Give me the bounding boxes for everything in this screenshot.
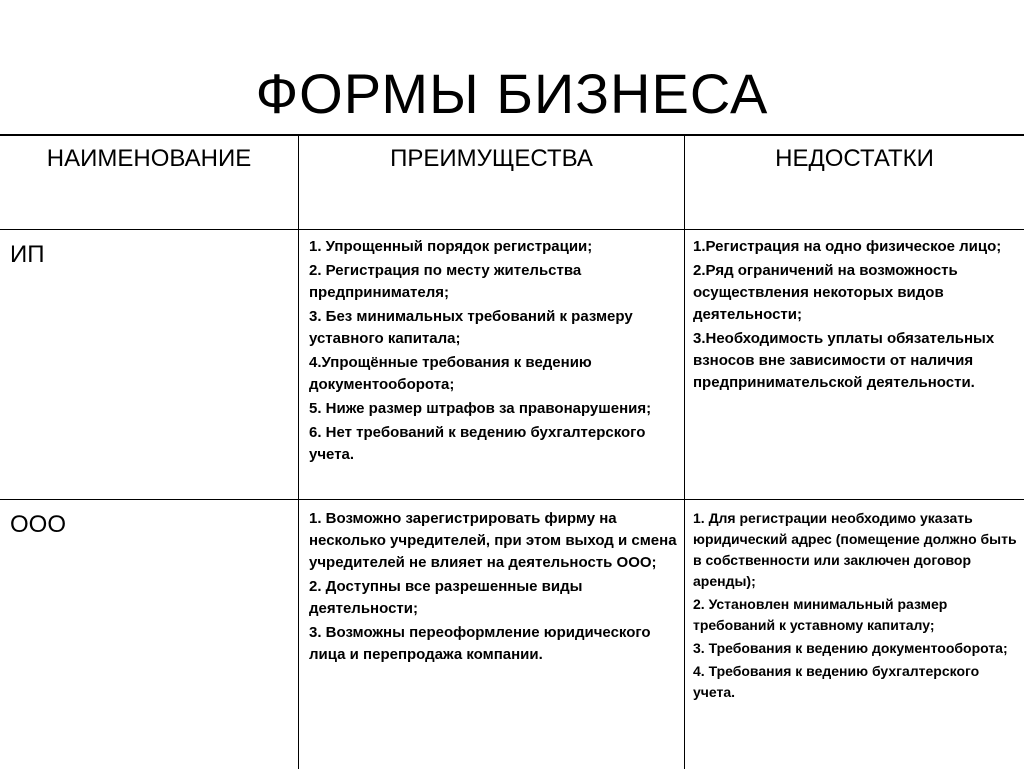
list-item: 2.Ряд ограничений на возможность осуществления некоторых видов деятельности; xyxy=(693,262,958,323)
ip-disadvantages-list xyxy=(693,236,1019,396)
list-item: 6. Нет требований к ведению бухгалтерского учета. xyxy=(309,424,646,463)
column-divider xyxy=(298,136,299,769)
list-item: 2. Доступны все разрешенные виды деятельности; xyxy=(309,578,583,617)
ip-advantages-list xyxy=(309,236,679,468)
list-item: 5. Ниже размер штрафов за правонарушения; xyxy=(309,400,652,417)
list-item: 3. Требования к ведению документооборота; xyxy=(693,640,1008,656)
row-divider xyxy=(0,229,1024,230)
list-item: 1. Возможно зарегистрировать фирму на несколько учредителей, при этом выход и смена учредителей не влияет на деятельность ООО; xyxy=(309,510,677,571)
row-divider xyxy=(0,499,1024,500)
list-item: 4.Упрощённые требования к ведению документооборота; xyxy=(309,354,592,393)
list-item: 1. Упрощенный порядок регистрации; xyxy=(309,238,593,255)
row-name-ip: ИП xyxy=(10,241,45,268)
list-item: 4. Требования к ведению бухгалтерского учета. xyxy=(693,663,980,700)
row-name-ooo: ООО xyxy=(10,511,67,538)
header-name: НАИМЕНОВАНИЕ xyxy=(46,145,252,172)
list-item: 3. Возможны переоформление юридического лица и перепродажа компании. xyxy=(309,624,651,663)
list-item: 3.Необходимость уплаты обязательных взносов вне зависимости от наличия предпринимательской деятельности. xyxy=(693,330,995,391)
page-title: ФОРМЫ БИЗНЕСА xyxy=(255,62,769,125)
header-advantages: ПРЕИМУЩЕСТВА xyxy=(390,145,593,172)
list-item: 1.Регистрация на одно физическое лицо; xyxy=(693,238,1002,255)
list-item: 2. Регистрация по месту жительства предпринимателя; xyxy=(309,262,582,301)
ooo-disadvantages-list xyxy=(693,508,1019,705)
ooo-advantages-list xyxy=(309,508,679,668)
list-item: 2. Установлен минимальный размер требований к уставному капиталу; xyxy=(693,596,948,633)
column-divider xyxy=(684,136,685,769)
header-disadvantages: НЕДОСТАТКИ xyxy=(775,145,934,172)
list-item: 3. Без минимальных требований к размеру уставного капитала; xyxy=(309,308,633,347)
business-forms-table xyxy=(0,134,1024,769)
list-item: 1. Для регистрации необходимо указать юридический адрес (помещение должно быть в собственности или заключен договор аренды); xyxy=(693,510,1017,589)
